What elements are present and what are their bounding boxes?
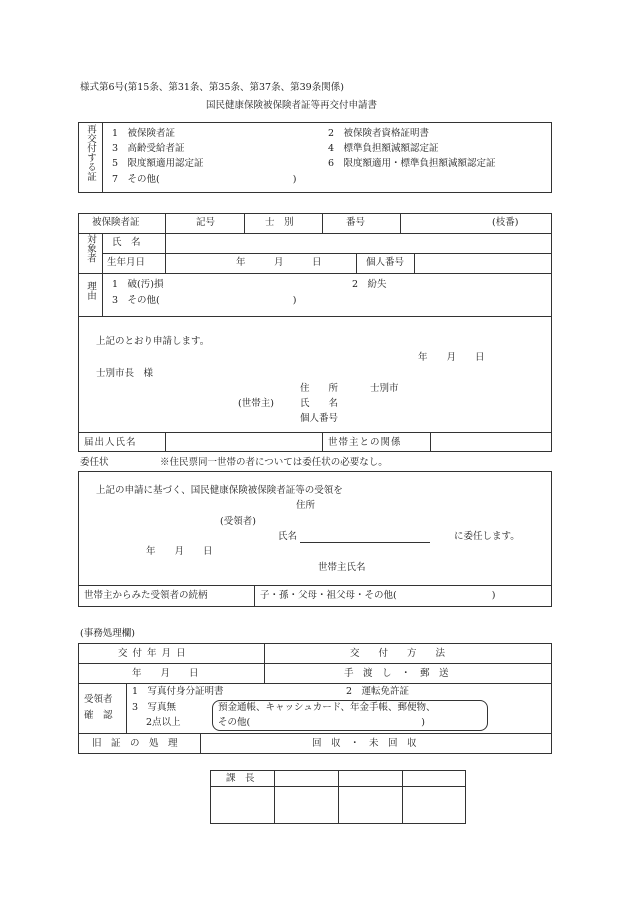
issue-method-label: 交 付 方 法 [350,648,446,659]
reissue-item-2: 2 被保険者資格証明書 [328,128,430,139]
form-title: 国民健康保険被保険者証等再交付申請書 [206,100,378,111]
reissue-label: 再交付する証 [85,124,96,181]
reissue-item-5: 5 限度額適用認定証 [112,158,204,169]
proxy-delegate-text: に委任します。 [454,531,520,542]
proxy-statement: 上記の申請に基づく、国民健康保険被保険者証等の受領を [96,485,343,496]
confirm-item-1: 1 写真付身分証明書 [132,686,224,697]
application-statement: 上記のとおり申請します。 [96,336,210,347]
applicant-address-value: 士別市 [370,383,399,394]
old-card-value: 回 収 ・ 未 回 収 [312,738,417,749]
proxy-note: ※住民票同一世帯の者については委任状の必要なし。 [160,457,388,468]
form-number: 様式第6号(第15条、第31条、第35条、第37条、第39条関係) [80,82,344,93]
confirm-detail-2: その他( ) [218,717,425,728]
householder-label: (世帯主) [238,398,274,409]
issue-method-value: 手 渡 し ・ 郵 送 [344,668,449,679]
reason-item-2: 2 紛失 [352,279,387,290]
subject-label: 対象者 [85,234,96,263]
proxy-name-underline [300,542,430,543]
applicant-my-number-label: 個人番号 [300,413,339,424]
office-heading: (事務処理欄) [80,628,135,639]
confirm-label-2: 確 認 [84,710,113,721]
confirm-detail-1: 預金通帳、キャッシュカード、年金手帳、郵便物、 [218,702,436,713]
division-label: 士 別 [265,217,294,228]
applicant-name-label: 氏 名 [300,398,339,409]
reissue-item-1: 1 被保険者証 [112,128,176,139]
reissue-item-6: 6 限度額適用・標準負担額減額認定証 [328,158,496,169]
proxy-address-label: 住所 [296,500,316,511]
dob-label: 生年月日 [107,257,146,268]
addressee: 士別市長 様 [96,368,154,379]
proxy-relation-label: 世帯主からみた受領者の続柄 [84,590,208,601]
proxy-name-label: 氏名 [278,531,298,542]
relation-label: 世帯主との関係 [328,437,402,448]
proxy-heading: 委任状 [80,457,109,468]
confirm-item-2: 2 運転免許証 [346,686,410,697]
reissue-item-3: 3 高齢受給者証 [112,143,185,154]
card-label: 被保険者証 [92,217,140,228]
proxy-householder-name: 世帯主氏名 [318,562,366,573]
application-date: 年 月 日 [418,352,485,363]
submitter-name-label: 届出人氏名 [84,437,137,448]
proxy-recipient-label: (受領者) [220,516,256,527]
issue-date-label: 交 付 年 月 日 [118,648,187,659]
chief-label: 課 長 [226,773,255,784]
confirm-item-3a: 3 写真無 [132,702,177,713]
symbol-label: 記号 [196,217,216,228]
old-card-label: 旧 証 の 処 理 [92,738,178,749]
name-label: 氏 名 [112,237,141,248]
reason-item-3: 3 その他( ) [112,295,297,306]
confirm-item-3b: 2点以上 [146,717,181,728]
reissue-item-7: 7 その他( ) [112,174,297,185]
applicant-address-label: 住 所 [300,383,339,394]
proxy-date: 年 月 日 [146,546,213,557]
proxy-relation-options: 子・孫・父母・祖父母・その他( ) [260,590,496,601]
confirm-label-1: 受領者 [84,694,113,705]
reason-label: 理由 [85,281,96,300]
issue-date-value: 年 月 日 [132,668,199,679]
dob-value: 年 月 日 [236,257,322,268]
number-label: 番号 [346,217,366,228]
reason-item-1: 1 破(汚)損 [112,279,164,290]
my-number-label: 個人番号 [366,257,405,268]
branch-label: (枝番) [492,217,519,228]
reissue-item-4: 4 標準負担額減額認定証 [328,143,439,154]
